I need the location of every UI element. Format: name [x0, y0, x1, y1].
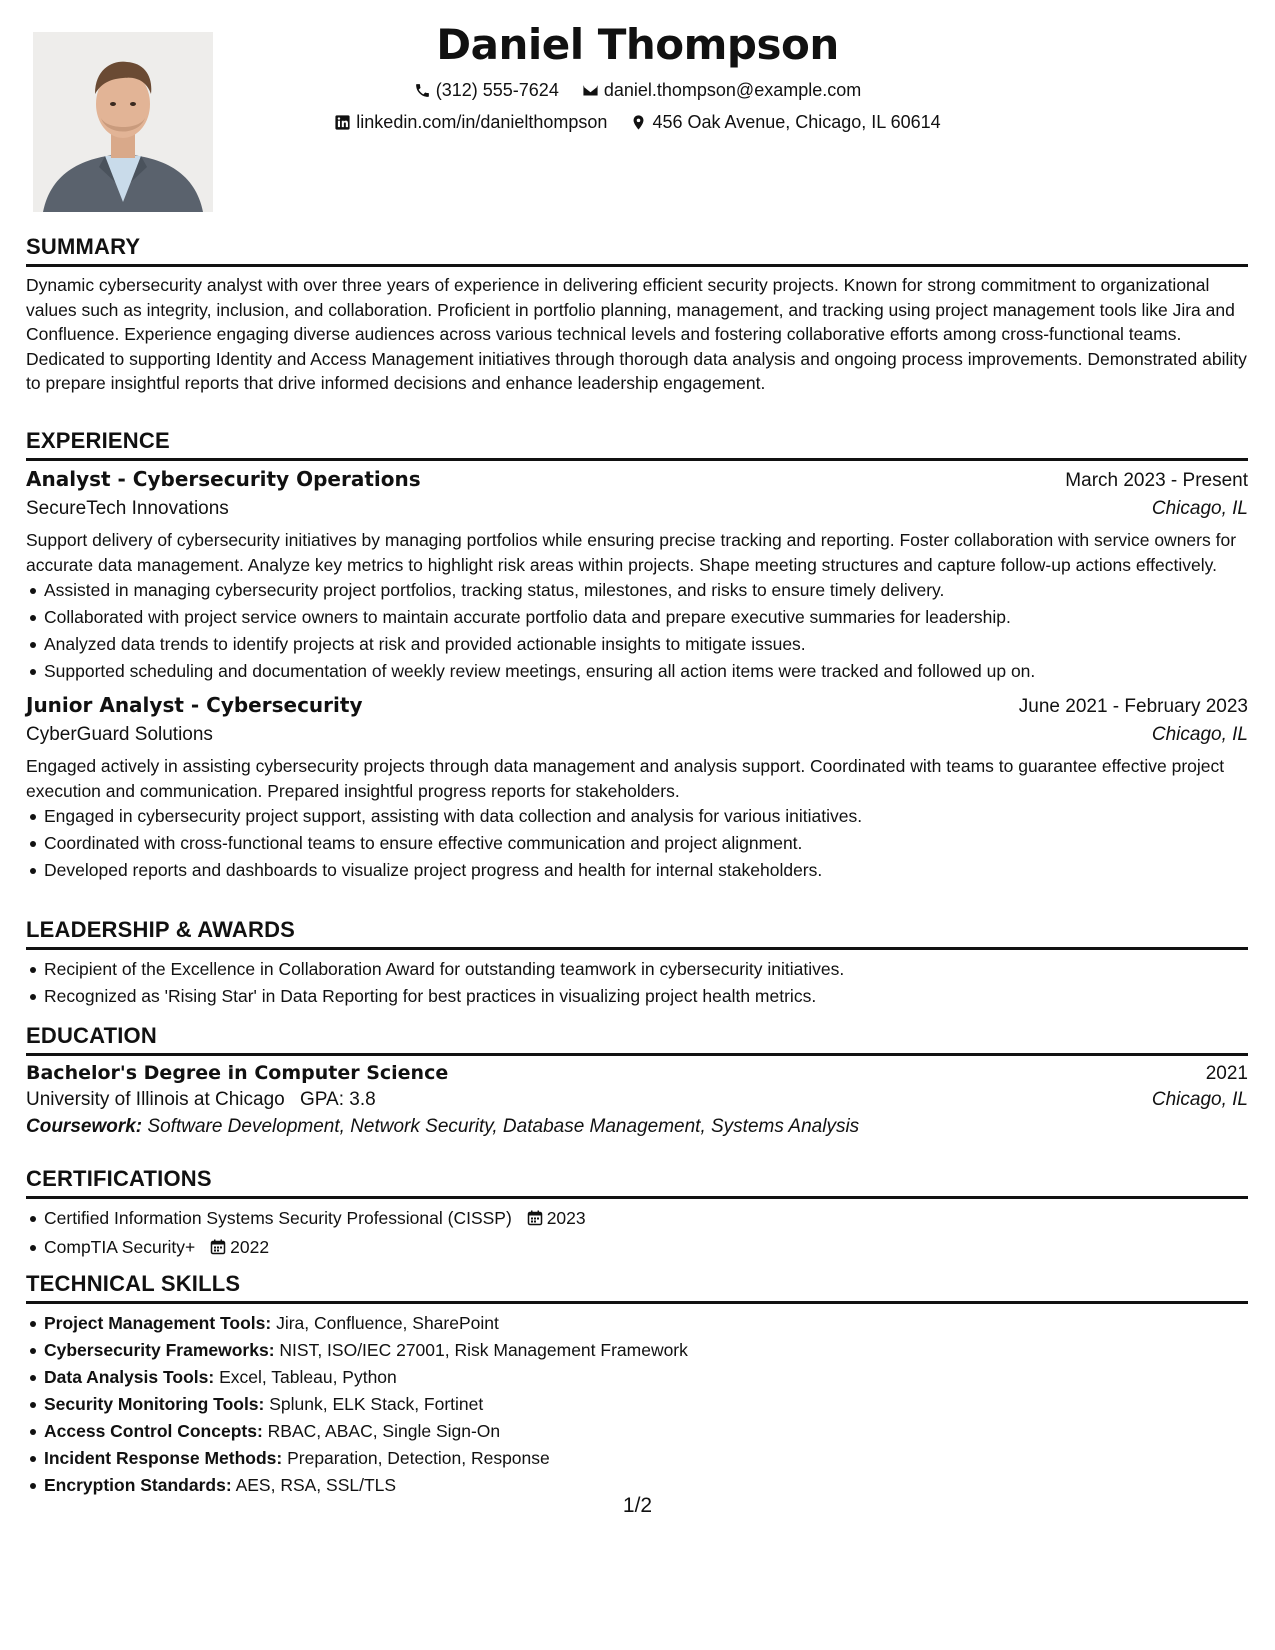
job-description: Engaged actively in assisting cybersecurity projects through data management and analysis support. Coordinated with teams to guarantee effective project execution and communication. Prepared insightful progress reports for stakeholders.: [26, 756, 1225, 801]
leadership-heading: LEADERSHIP & AWARDS: [26, 917, 1248, 950]
job-bullets: [26, 803, 1248, 884]
degree-title: Bachelor's Degree in Computer Science: [26, 1062, 449, 1084]
skill-value: Preparation, Detection, Response: [287, 1448, 550, 1468]
certification-item: [44, 1234, 1248, 1263]
bullet-item: Analyzed data trends to identify projects at risk and provided actionable insights to mitigate issues.: [44, 631, 1248, 658]
skill-label: Access Control Concepts:: [44, 1421, 263, 1441]
email-contact[interactable]: [582, 80, 861, 101]
degree-row: [26, 1062, 1248, 1085]
phone-icon: [414, 82, 431, 99]
envelope-icon: [582, 82, 599, 99]
bullet-item: Engaged in cybersecurity project support, assisting with data collection and analysis for various initiatives.: [44, 803, 1248, 830]
company-name: CyberGuard Solutions: [26, 724, 213, 745]
award-item: Recognized as 'Rising Star' in Data Reporting for best practices in visualizing project health metrics.: [44, 983, 1248, 1010]
awards-list: [26, 956, 1248, 1010]
graduation-year: 2021: [1205, 1063, 1248, 1084]
job-dates: June 2021 - February 2023: [1018, 696, 1248, 717]
certifications-heading: CERTIFICATIONS: [26, 1166, 1248, 1199]
job-title: Analyst - Cybersecurity Operations: [26, 467, 421, 491]
skill-value: NIST, ISO/IEC 27001, Risk Management Framework: [279, 1340, 688, 1360]
award-item: Recipient of the Excellence in Collaboration Award for outstanding teamwork in cybersecurity initiatives.: [44, 956, 1248, 983]
job-entry: [26, 693, 1248, 884]
job-description: Support delivery of cybersecurity initiatives by managing portfolios while ensuring precise tracking and reporting. Foster collaboration with service owners for accurate data management. Analyze key metrics to highlight risk areas within projects. Shape meeting structures and capture follow-up actions effectively.: [26, 530, 1237, 575]
email-text: daniel.thompson@example.com: [603, 80, 862, 100]
skill-value: Splunk, ELK Stack, Fortinet: [269, 1394, 484, 1414]
school-row: [26, 1089, 1248, 1111]
contact-line-1: [0, 80, 1275, 104]
skill-value: AES, RSA, SSL/TLS: [235, 1475, 397, 1495]
skill-item: [44, 1310, 1248, 1337]
school-info: [26, 1089, 376, 1111]
experience-section: [26, 428, 1248, 884]
skill-label: Project Management Tools:: [44, 1313, 272, 1333]
phone-contact[interactable]: [414, 80, 559, 101]
linkedin-text: linkedin.com/in/danielthompson: [356, 112, 608, 132]
job-dates: March 2023 - Present: [1065, 470, 1248, 491]
certifications-list: [26, 1205, 1248, 1263]
page-number: 1/2: [622, 1494, 653, 1517]
bullet-item: Supported scheduling and documentation of weekly review meetings, ensuring all action items were tracked and followed up on.: [44, 658, 1248, 685]
job-header-row: [26, 467, 1248, 492]
skills-heading: TECHNICAL SKILLS: [26, 1271, 1248, 1304]
summary-heading: SUMMARY: [26, 234, 1248, 267]
skill-item: [44, 1337, 1248, 1364]
gpa: GPA: 3.8: [300, 1089, 376, 1110]
skill-label: Data Analysis Tools:: [44, 1367, 215, 1387]
job-location: Chicago, IL: [1151, 498, 1248, 519]
skill-label: Encryption Standards:: [44, 1475, 232, 1495]
leadership-section: [26, 917, 1248, 1010]
linkedin-contact[interactable]: [334, 112, 607, 133]
experience-heading: EXPERIENCE: [26, 428, 1248, 461]
skill-label: Security Monitoring Tools:: [44, 1394, 265, 1414]
bullet-item: Coordinated with cross-functional teams to ensure effective communication and project alignment.: [44, 830, 1248, 857]
bullet-item: Collaborated with project service owners to maintain accurate portfolio data and prepare executive summaries for leadership.: [44, 604, 1248, 631]
job-entry: [26, 467, 1248, 685]
calendar-icon: [527, 1207, 543, 1234]
map-pin-icon: [630, 114, 647, 131]
certification-name: Certified Information Systems Security Professional (CISSP): [44, 1208, 512, 1228]
phone-text: (312) 555-7624: [435, 80, 559, 100]
skill-item: [44, 1391, 1248, 1418]
coursework-label: Coursework:: [26, 1116, 143, 1137]
coursework-line: [26, 1116, 1248, 1138]
school-location: Chicago, IL: [1151, 1089, 1248, 1110]
skill-label: Cybersecurity Frameworks:: [44, 1340, 275, 1360]
certification-name: CompTIA Security+: [44, 1237, 196, 1257]
calendar-icon: [210, 1236, 226, 1263]
certification-item: [44, 1205, 1248, 1234]
company-name: SecureTech Innovations: [26, 498, 229, 519]
candidate-name: Daniel Thompson: [436, 20, 839, 69]
job-title: Junior Analyst - Cybersecurity: [26, 693, 363, 717]
education-section: [26, 1023, 1248, 1138]
linkedin-icon: [334, 114, 351, 131]
bullet-item: Assisted in managing cybersecurity project portfolios, tracking status, milestones, and risks to ensure timely delivery.: [44, 577, 1248, 604]
skills-section: [26, 1271, 1248, 1499]
summary-section: [26, 234, 1248, 396]
certification-year: 2022: [230, 1237, 270, 1257]
contact-line-2: [0, 112, 1275, 136]
job-header-row: [26, 693, 1248, 718]
skill-item: [44, 1364, 1248, 1391]
skills-list: [26, 1310, 1248, 1499]
job-location: Chicago, IL: [1151, 724, 1248, 745]
job-bullets: [26, 577, 1248, 685]
skill-value: Jira, Confluence, SharePoint: [276, 1313, 499, 1333]
address-text: 456 Oak Avenue, Chicago, IL 60614: [652, 112, 941, 132]
skill-label: Incident Response Methods:: [44, 1448, 283, 1468]
job-company-row: [26, 498, 1248, 520]
skill-value: Excel, Tableau, Python: [219, 1367, 397, 1387]
school-name: University of Illinois at Chicago: [26, 1089, 285, 1110]
job-company-row: [26, 724, 1248, 746]
certification-year: 2023: [546, 1208, 586, 1228]
education-heading: EDUCATION: [26, 1023, 1248, 1056]
skill-item: [44, 1418, 1248, 1445]
coursework-list: Software Development, Network Security, Database Management, Systems Analysis: [147, 1116, 860, 1137]
summary-text: Dynamic cybersecurity analyst with over three years of experience in delivering efficient security projects. Known for strong commitment to organizational values such as integrity, inclusion, and collaboration. Proficient in portfolio planning, management, and tracking using project management tools like Jira and Confluence. Experience engaging diverse audiences across various technical levels and fostering collaborative efforts among cross-functional teams. Dedicated to supporting Identity and Access Management initiatives through thorough data analysis and ongoing process improvements. Demonstrated ability to prepare insightful reports that drive informed decisions and enhance leadership engagement.: [26, 275, 1247, 393]
bullet-item: Developed reports and dashboards to visualize project progress and health for internal stakeholders.: [44, 857, 1248, 884]
skill-item: [44, 1445, 1248, 1472]
certifications-section: [26, 1166, 1248, 1263]
address-contact: [630, 112, 940, 133]
skill-value: RBAC, ABAC, Single Sign-On: [267, 1421, 501, 1441]
